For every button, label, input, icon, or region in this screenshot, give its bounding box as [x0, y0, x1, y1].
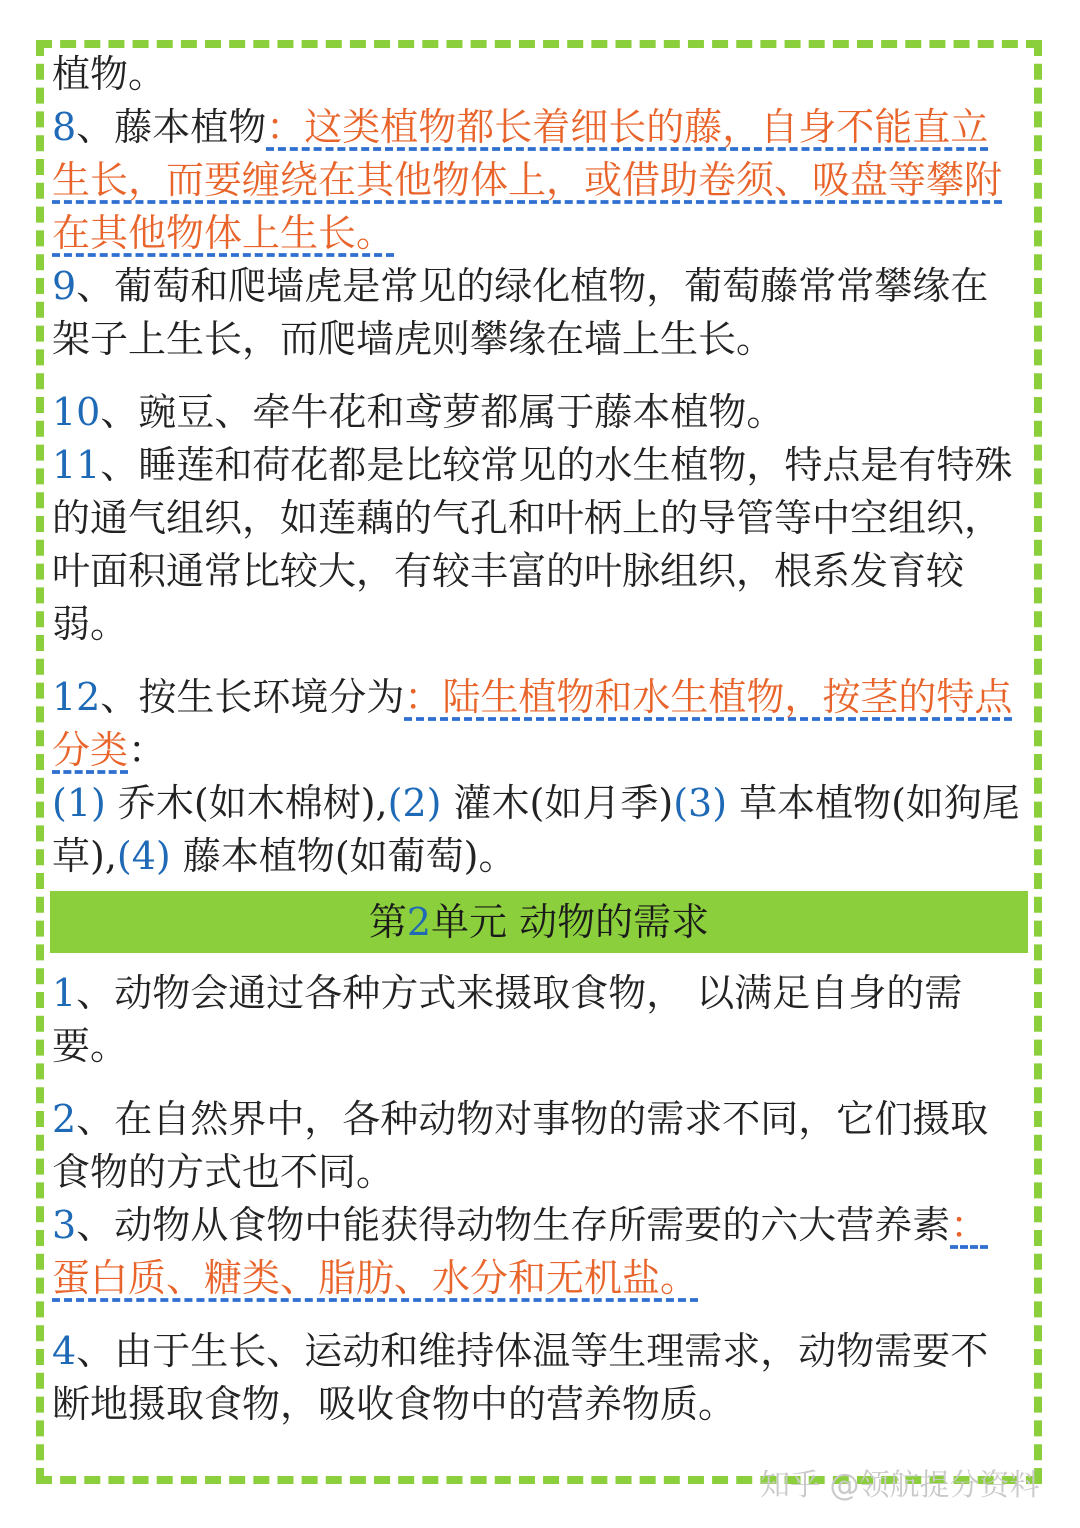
section-header: 第2单元 动物的需求	[50, 891, 1028, 953]
paragraph-11: 11、睡莲和荷花都是比较常见的水生植物，特点是有特殊的通气组织，如莲藕的气孔和叶柄上的导管等中空组织，叶面积通常比较大，有较丰富的叶脉组织，根系发育较弱。	[52, 443, 1013, 646]
highlight-answer: ：陆生植物和水生植物，按茎的特点分类	[52, 675, 1013, 772]
animal-paragraph-3: 3、动物从食物中能获得动物生存所需要的六大营养素：蛋白质、糖类、脂肪、水分和无机盐。	[52, 1203, 989, 1300]
item-number: 2	[52, 1097, 77, 1141]
paragraph-8: 8、藤本植物：这类植物都长着细长的藤，自身不能直立生长，而要缠绕在其他物体上，或借助卷须、吸盘等攀附在其他物体上生长。	[52, 105, 1003, 255]
item-number: 11	[52, 443, 101, 487]
item-number: 1	[52, 971, 77, 1015]
paragraph-9: 9、葡萄和爬墙虎是常见的绿化植物，葡萄藤常常攀缘在架子上生长，而爬墙虎则攀缘在墙上生长。	[52, 264, 989, 361]
animal-paragraph-4: 4、由于生长、运动和维持体温等生理需求，动物需要不断地摄取食物，吸收食物中的营养物质。	[52, 1329, 989, 1426]
item-number: 12	[52, 675, 101, 719]
animal-paragraph-1: 1、动物会通过各种方式来摄取食物， 以满足自身的需要。	[52, 971, 963, 1068]
paragraph-12: 12、按生长环境分为：陆生植物和水生植物，按茎的特点分类：	[52, 675, 1013, 772]
highlight-answer: ：这类植物都长着细长的藤，自身不能直立生长，而要缠绕在其他物体上，或借助卷须、吸盘等攀附在其他物体上生长。	[52, 105, 1003, 255]
paragraph-12-list: (1) 乔木(如木棉树),(2) 灌木(如月季)(3) 草本植物(如狗尾草),(4) 藤本植物(如葡萄)。	[52, 781, 1020, 878]
item-number: 9	[52, 264, 77, 308]
item-number: 10	[52, 390, 101, 434]
item-number: 3	[52, 1203, 77, 1247]
item-number: 8	[52, 105, 77, 149]
document-content	[52, 48, 1024, 1431]
animal-paragraph-2: 2、在自然界中，各种动物对事物的需求不同，它们摄取食物的方式也不同。	[52, 1097, 989, 1194]
paragraph-top: 植物。	[52, 52, 167, 96]
item-number: 4	[52, 1329, 77, 1373]
highlight-answer: ：蛋白质、糖类、脂肪、水分和无机盐。	[52, 1203, 989, 1300]
paragraph-10: 10、豌豆、牵牛花和鸢萝都属于藤本植物。	[52, 390, 785, 434]
watermark: 知乎 @领航提分资料	[760, 1468, 1040, 1503]
